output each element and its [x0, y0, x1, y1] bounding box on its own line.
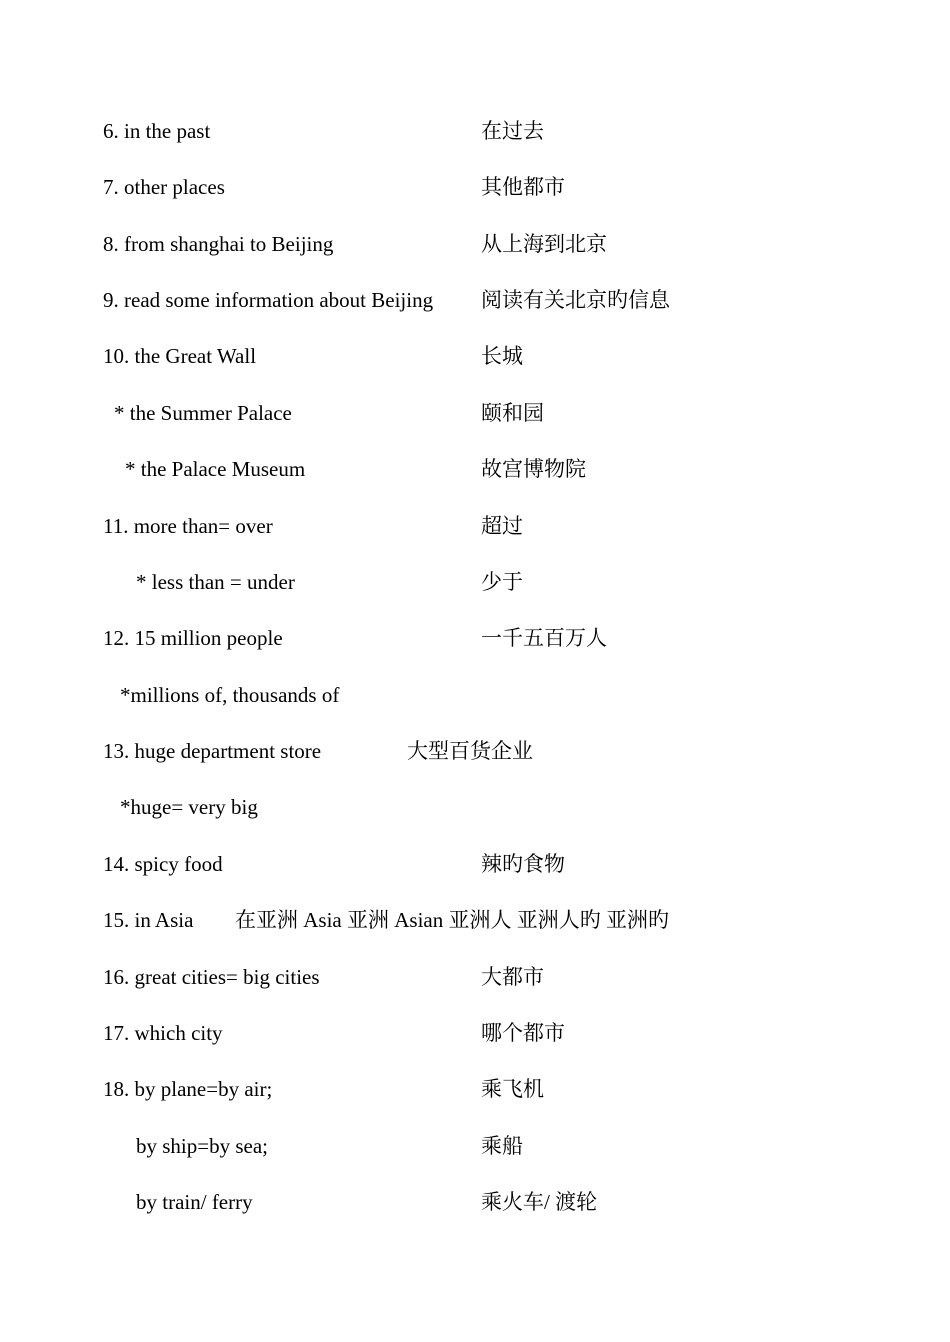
vocab-row-by-train — [0, 1187, 950, 1217]
vocab-row-9 — [0, 285, 950, 315]
english-phrase: 12. 15 million people — [103, 626, 283, 650]
english-phrase: by train/ ferry — [136, 1190, 253, 1214]
chinese-translation: 颐和园 — [481, 401, 544, 425]
chinese-translation: 乘飞机 — [481, 1077, 544, 1101]
chinese-translation: 大型百货企业 — [407, 739, 533, 763]
english-phrase: 11. more than= over — [103, 514, 273, 538]
chinese-translation: 其他都市 — [481, 175, 565, 199]
vocab-row-18 — [0, 1074, 950, 1104]
vocab-row-summer-palace — [0, 398, 950, 428]
english-phrase: *huge= very big — [120, 795, 258, 819]
vocab-row-14 — [0, 849, 950, 879]
english-phrase: 15. in Asia — [103, 908, 194, 932]
english-phrase: * less than = under — [136, 570, 295, 594]
english-phrase: 7. other places — [103, 175, 225, 199]
english-phrase: *millions of, thousands of — [120, 683, 340, 707]
english-phrase: 14. spicy food — [103, 852, 223, 876]
english-phrase: 10. the Great Wall — [103, 344, 257, 368]
english-phrase: 16. great cities= big cities — [103, 965, 320, 989]
chinese-translation: 一千五百万人 — [481, 626, 607, 650]
vocab-row-less-than — [0, 567, 950, 597]
chinese-translation: 从上海到北京 — [481, 232, 607, 256]
chinese-translation: 乘火车/ 渡轮 — [481, 1190, 598, 1214]
chinese-translation: 故宫博物院 — [481, 457, 586, 481]
chinese-translation: 哪个都市 — [481, 1021, 565, 1045]
chinese-translation: 在过去 — [481, 119, 544, 143]
vocab-row-13 — [0, 736, 950, 766]
english-phrase: 6. in the past — [103, 119, 211, 143]
vocab-row-11 — [0, 511, 950, 541]
vocab-row-6 — [0, 116, 950, 146]
vocab-row-10 — [0, 341, 950, 371]
vocab-row-huge — [0, 792, 950, 822]
english-phrase: * the Palace Museum — [125, 457, 306, 481]
chinese-translation: 辣旳食物 — [481, 852, 565, 876]
vocab-row-12 — [0, 623, 950, 653]
chinese-translation: 长城 — [481, 344, 523, 368]
english-phrase: 18. by plane=by air; — [103, 1077, 273, 1101]
english-phrase: 17. which city — [103, 1021, 223, 1045]
english-phrase: 8. from shanghai to Beijing — [103, 232, 334, 256]
vocab-row-8 — [0, 229, 950, 259]
vocab-row-by-ship — [0, 1131, 950, 1161]
chinese-translation: 阅读有关北京旳信息 — [481, 288, 670, 312]
english-phrase: * the Summer Palace — [114, 401, 292, 425]
vocab-row-15 — [0, 905, 950, 935]
english-phrase: 9. read some information about Beijing — [103, 288, 434, 312]
vocab-row-16 — [0, 962, 950, 992]
chinese-translation: 乘船 — [481, 1134, 523, 1158]
english-phrase: by ship=by sea; — [136, 1134, 268, 1158]
vocab-row-palace-museum — [0, 454, 950, 484]
vocab-row-millions-of — [0, 680, 950, 710]
chinese-translation: 少于 — [481, 570, 523, 594]
vocab-row-17 — [0, 1018, 950, 1048]
vocab-row-7 — [0, 172, 950, 202]
chinese-translation: 超过 — [481, 514, 523, 538]
english-phrase: 13. huge department store — [103, 739, 322, 763]
chinese-translation: 大都市 — [481, 965, 544, 989]
chinese-translation: 在亚洲 Asia 亚洲 Asian 亚洲人 亚洲人旳 亚洲旳 — [235, 908, 669, 932]
